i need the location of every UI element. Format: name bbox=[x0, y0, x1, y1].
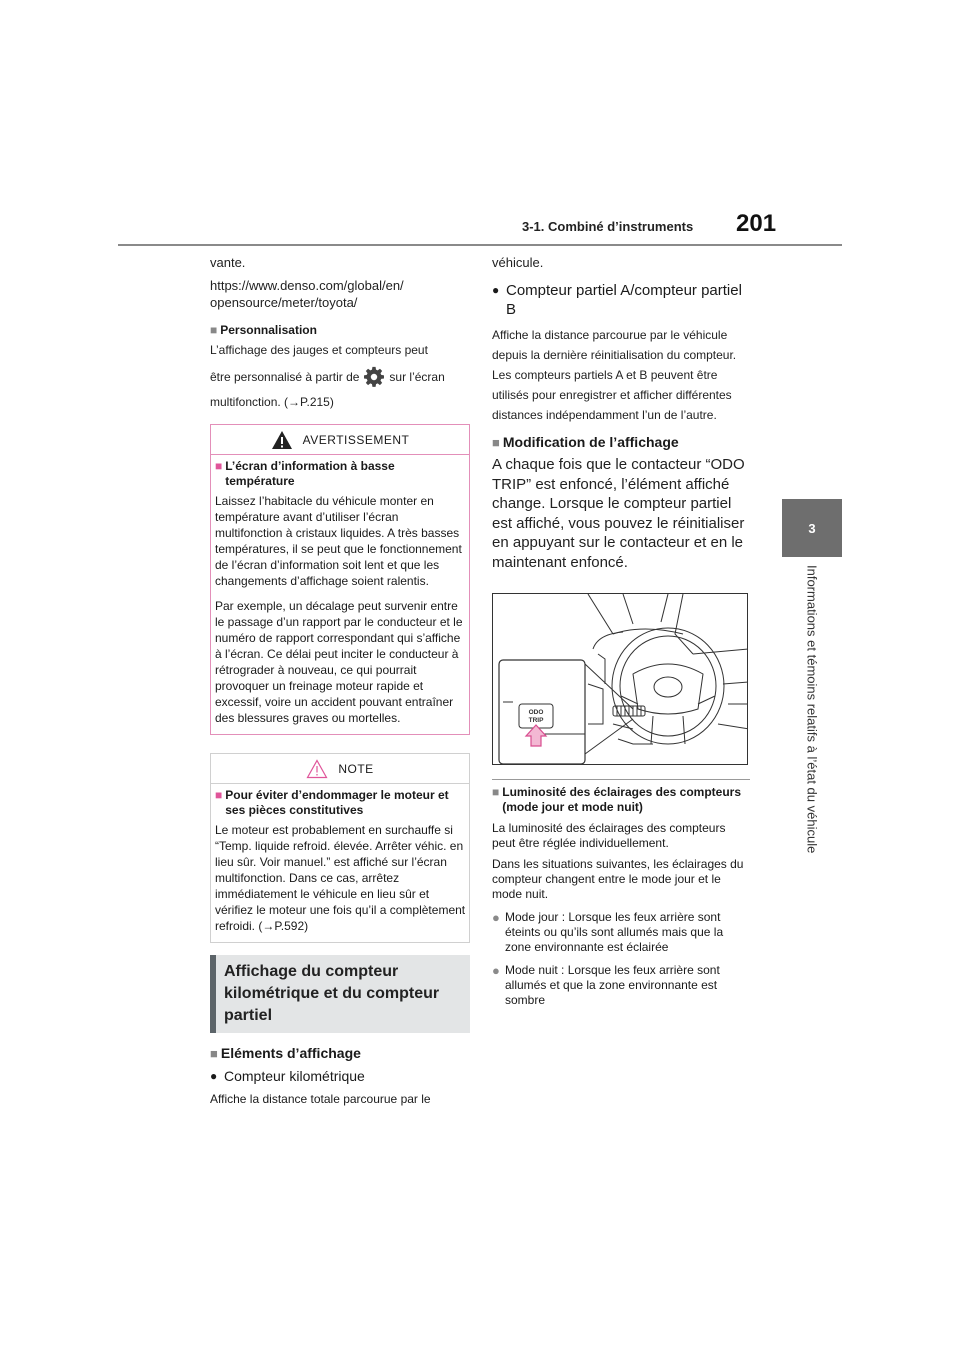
bullet-dot-icon: ● bbox=[492, 283, 500, 297]
warning-paragraph-1: Laissez l’habitacle du véhicule monter en température avant d’utiliser l’écran multifonction à cristaux liquides. A très basses températures, il se peut que le fonctionnement de l’écran d’information soit lent et que les changements d’affichage soient ralentis. bbox=[215, 494, 462, 588]
divider bbox=[492, 779, 750, 780]
mode-nuit-item: ● Mode nuit : Lorsque les feux arrière sont allumés et que la zone environnante est sombre bbox=[492, 963, 720, 1007]
right-column bbox=[492, 254, 750, 572]
page-number: 201 bbox=[736, 210, 777, 237]
odo-description: Affiche la distance totale parcourue par le bbox=[210, 1092, 431, 1106]
caution-triangle-icon bbox=[306, 759, 328, 779]
running-header-section: 3-1. Combiné d’instruments bbox=[522, 219, 694, 234]
odo-button-label-1: ODO bbox=[528, 709, 544, 716]
square-bullet-icon: ■ bbox=[492, 785, 500, 799]
header-rule bbox=[118, 244, 842, 246]
perso-line-2: être personnalisé à partir de sur l’écran bbox=[210, 366, 470, 388]
square-bullet-icon: ■ bbox=[210, 1045, 218, 1061]
bullet-dot-icon: ● bbox=[210, 1069, 218, 1083]
trip-bullet: ● Compteur partiel A/compteur partiel B bbox=[492, 282, 742, 318]
perso-heading: ■ Personnalisation bbox=[210, 323, 317, 337]
paragraph-vante: vante. bbox=[210, 255, 246, 270]
mode-jour-item: ● Mode jour : Lorsque les feux arrière sont éteints ou qu’ils sont allumés mais que la zone environnante est éclairée bbox=[492, 910, 724, 954]
bullet-dot-icon: ● bbox=[492, 910, 500, 925]
trip-description: Affiche la distance parcourue par le véhicule depuis la dernière réinitialisation du compteur. Les compteurs partiels A et B peuvent être utilisés pour enregistrer et afficher différentes distances indépendamment l’un de l’autre. bbox=[492, 328, 737, 422]
note-paragraph-1: Le moteur est probablement en surchauffe si “Temp. liquide refroid. élevée. Arrêter véhic. en lieu sûr. Voir manuel.” est affiché sur l’écran multifonction. Dans ce cas, arrêtez immédiatement le véhicule en lieu sûr et vérifiez le moteur une fois qu’il a complètement refroidi. (→P.592) bbox=[215, 823, 466, 933]
square-bullet-icon: ■ bbox=[210, 323, 218, 337]
square-bullet-icon: ■ bbox=[215, 788, 223, 802]
modif-heading: ■ Modification de l’affichage bbox=[492, 434, 679, 450]
odo-button-label-2: TRIP bbox=[528, 717, 544, 724]
warning-label: AVERTISSEMENT bbox=[302, 432, 410, 447]
warning-box bbox=[210, 424, 470, 735]
url-text: https://www.denso.com/global/en/opensource/meter/toyota/ bbox=[210, 278, 404, 310]
chapter-tab-title: Informations et témoins relatifs à l’état du véhicule bbox=[804, 565, 820, 854]
perso-line-3: multifonction. (→P.215) bbox=[210, 395, 334, 409]
dashboard-illustration bbox=[492, 593, 748, 765]
lum-paragraph-1: La luminosité des éclairages des compteurs peut être réglée individuellement. bbox=[492, 821, 726, 850]
perso-line-1: L’affichage des jauges et compteurs peut bbox=[210, 343, 428, 357]
warning-title: ■ L’écran d’information à basse température bbox=[215, 459, 395, 488]
left-column bbox=[210, 254, 470, 1107]
lum-heading: ■ Luminosité des éclairages des compteurs (mode jour et mode nuit) bbox=[492, 785, 742, 814]
chapter-tab bbox=[782, 557, 842, 977]
note-title: ■ Pour éviter d’endommager le moteur et ses pièces constitutives bbox=[215, 788, 449, 817]
odo-bullet: ● Compteur kilométrique bbox=[210, 1068, 365, 1084]
warning-triangle-icon bbox=[271, 430, 293, 450]
section-banner: Affichage du compteur kilométrique et du compteur partiel bbox=[210, 955, 470, 1033]
bullet-dot-icon: ● bbox=[492, 963, 500, 978]
gear-icon bbox=[363, 366, 385, 388]
elements-heading: ■ Eléments d’affichage bbox=[210, 1045, 361, 1061]
note-label: NOTE bbox=[338, 761, 374, 776]
warning-paragraph-2: Par exemple, un décalage peut survenir entre le passage d’un rapport par le conducteur et le numéro de rapport correspondant qui s’affiche à l’écran. Ce délai peut inciter le conducteur à rétrograder à nouveau, ce qui pourrait provoquer un freinage moteur rapide et excessif, voire un accident pouvant entraîner des blessures graves ou mortelles. bbox=[215, 599, 463, 725]
square-bullet-icon: ■ bbox=[215, 459, 223, 473]
modif-description: A chaque fois que le contacteur “ODO TRIP” est enfoncé, l’élément affiché change. Lorsque le compteur partiel est affiché, vous pouvez le réinitialiser en appuyant sur le contacteur et en le maintenant enfoncé. bbox=[492, 456, 745, 571]
chapter-tab-number: 3 bbox=[782, 499, 842, 557]
square-bullet-icon: ■ bbox=[492, 434, 500, 450]
lum-paragraph-2: Dans les situations suivantes, les éclairages du compteur changent entre le mode jour et le mode nuit. bbox=[492, 857, 744, 901]
warning-header bbox=[211, 425, 469, 455]
note-header bbox=[211, 754, 469, 784]
steering-wheel-drawing bbox=[493, 594, 748, 765]
paragraph-vehicule: véhicule. bbox=[492, 255, 544, 270]
note-box bbox=[210, 753, 470, 943]
right-column-lower bbox=[492, 785, 750, 1008]
